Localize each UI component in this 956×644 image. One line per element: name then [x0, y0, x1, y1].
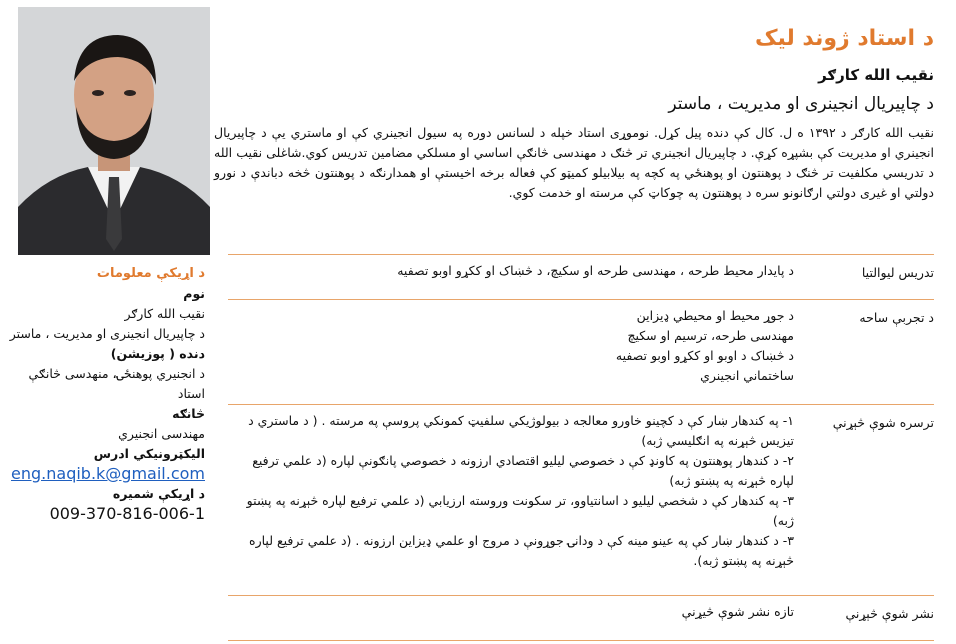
teacher-name: نقیب الله کارګر — [818, 66, 934, 84]
position-value: د انجنیري پوهنځۍ، منهدسی څانګې استاد — [28, 366, 205, 401]
name-label: نوم — [183, 286, 205, 301]
phone-number: 009-370-816-006-1 — [49, 504, 205, 523]
email-label: الیکټرونیکي ادرس — [93, 446, 205, 461]
row-line: ۲- د کندهار پوهنتون په کاونډ کې د خصوصي لیلیو اقتصادي ارزونه د خصوصي پانګونې لپاره (د علمي ترفیع لپاره څېړنه په پښتو ژبه) — [252, 453, 794, 488]
department-label: څانګه — [172, 406, 205, 421]
table-row — [228, 404, 934, 595]
biography-text: نقیب الله کارګر د ۱۳۹۲ ه ل. کال کې دنده پیل کړل. نوموړی استاد خپله د لسانس دوره په سیول انجینري کې او ماستري یې د چاپیریال انجینري او مدیریت کې بشپړه کړې. د چاپیریال انجینري تر څنګ د مهندسی څانګې اساسي او مسلکي مضامین تدریس کوي.شاغلی نقیب الله د تدریسي مکلفیت تر څنګ د پوهنتون او پوهنځي په کچه په بیلابیلو کمیټو کې فعاله برخه اخیستې او همدارنګه د پوهنتون څخه دباندې د نورو دولتي او غیری دولتي ارګانونو سره د پوهنتون په چوکاټ کې مرسته او خدمت کوي. — [214, 125, 934, 200]
row-value — [228, 255, 794, 281]
table-row — [228, 254, 934, 299]
page-title: د استاد ژوند لیک — [754, 26, 934, 51]
row-line: د پایدار محیط طرحه ، مهندسی طرحه او سکیچ، د څښاک او ککړو اوبو تصفیه — [397, 263, 794, 278]
teacher-degree: د چاپیریال انجینری او مدیریت ، ماستر — [668, 94, 934, 114]
row-line: د جوړ محیط او محیطي ډیزاین — [636, 308, 794, 323]
email-link[interactable]: eng.naqib.k@gmail.com — [11, 464, 205, 483]
row-value — [228, 300, 794, 386]
row-line: ۳- د کندهار ښار کې په عینو مینه کې د ودانۍ جوړونې د مروج او علمي ډیزاین ارزونه . (د علمي ترفیع لپاره څېړنه په پښتو ژبه). — [249, 533, 794, 568]
row-label: ترسره شوې څېړنې — [832, 415, 934, 430]
row-line: ۱- په کندهار ښار کې د کچینو خاورو معالجه د بیولوژیکي سلفیټ کمونکي پروسې په مرسته . ( د ماستري د تیزیس څېړنه په انګلیسي ژبه) — [248, 413, 794, 448]
name-value: نقیب الله کارګر — [124, 306, 205, 321]
table-row — [228, 595, 934, 641]
position-label: دنده ( پوزیشن) — [110, 346, 205, 361]
contact-panel — [0, 264, 205, 524]
row-value — [228, 596, 794, 622]
table-row — [228, 299, 934, 404]
department-value: مهندسی انجنیري — [118, 426, 205, 441]
contact-heading: د اړیکې معلومات — [96, 266, 205, 281]
phone-label: د اړیکې شمیره — [112, 486, 205, 501]
row-label: تدریس لیوالتیا — [861, 265, 934, 280]
degree-value: د چاپیریال انجینری او مدیریت ، ماستر — [9, 326, 205, 341]
row-label: د تجربې ساحه — [859, 310, 934, 325]
row-line: ساختماني انجینري — [700, 368, 794, 383]
row-line: تازه نشر شوې څیړنې — [681, 604, 794, 619]
row-line: مهندسی طرحه، ترسیم او سکیچ — [627, 328, 794, 343]
details-table — [228, 254, 934, 641]
row-label: نشر شوې څېړنې — [845, 606, 934, 621]
row-line: ۳- په کندهار کې د شخصي لیلیو د اسانتیاوو، تر سکونت وروسته ارزیابي (د علمي ترفیع لپاره څېړنه په پښتو ژبه) — [246, 493, 794, 528]
row-line: د څښاک د اوبو او ککړو اوبو تصفیه — [615, 348, 794, 363]
row-value — [228, 405, 794, 571]
profile-photo — [18, 7, 210, 255]
